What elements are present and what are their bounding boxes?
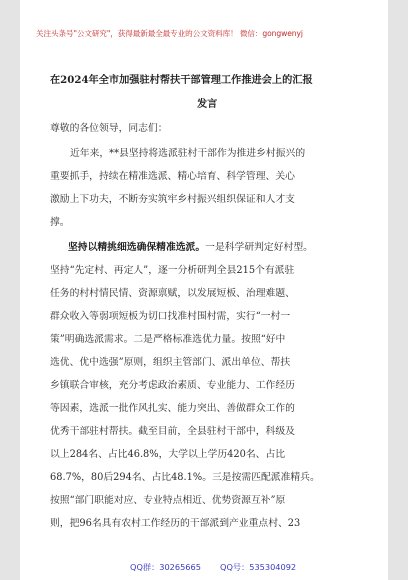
body-line: 68.7%，80后294名、占比48.1%。三是按需匹配派准精兵。 <box>50 472 320 483</box>
body-line: 则，把96名具有农村工作经历的干部派到产业重点村、23 <box>50 518 301 529</box>
body-line: 以上284名、占比46.8%，大学以上学历420名、占比 <box>50 449 286 460</box>
body-line: 重要抓手，持续在精准选派、精心培育、科学管理、关心 <box>50 171 295 182</box>
promo-banner[interactable]: 关注头条号"公文研究"，获得最新最全最专业的公文资料库！ 微信：gongwenyj <box>36 29 303 38</box>
body-line: 坚持“先定村、再定人”，逐一分析研判全县215个有派驻 <box>50 265 295 276</box>
body-line: 策”明确选派需求。二是严格标准选优力量。按照“好中 <box>50 334 286 345</box>
section-paragraph-first-line <box>68 241 386 255</box>
body-line: 等因素，选派一批作风扎实、能力突出、善做群众工作的 <box>50 403 295 414</box>
qq-group-link[interactable]: QQ群：30265665 <box>130 562 201 572</box>
body-line: 近年来，**县坚持将选派驻村干部作为推进乡村振兴的 <box>70 148 306 159</box>
body-line: 激励上下功夫，不断夯实筑牢乡村振兴组织保证和人才支 <box>50 194 295 205</box>
document-title-line1: 在2024年全市加强驻村帮扶干部管理工作推进会上的汇报 <box>50 74 313 86</box>
greeting: 尊敬的各位领导，同志们： <box>50 123 168 134</box>
body-line: 撑。 <box>50 217 70 228</box>
qq-number-link[interactable]: QQ号：535304092 <box>220 562 297 572</box>
body-line: 乡镇联合审核，充分考虑政治素质、专业能力、工作经历 <box>50 380 295 391</box>
body-line: 选优、优中选强”原则，组织主管部门、派出单位、帮扶 <box>50 357 291 368</box>
body-line: 优秀干部驻村帮扶。截至目前，全县驻村干部中，科级及 <box>50 426 295 437</box>
document-title-line2: 发言 <box>197 98 218 110</box>
body-line: 群众收入等弱项短板为切口找准村围村需，实行“一村一 <box>50 311 291 322</box>
body-line: 按照“部门职能对应、专业特点相近、优势资源互补”原 <box>50 495 286 506</box>
body-line-tail: 一是科学研判定好村型。 <box>205 242 313 253</box>
section-heading: 坚持以精挑细选确保精准选派。 <box>68 242 206 253</box>
body-line: 任务的村村情民情、资源禀赋，以发展短板、治理难题、 <box>50 288 295 299</box>
